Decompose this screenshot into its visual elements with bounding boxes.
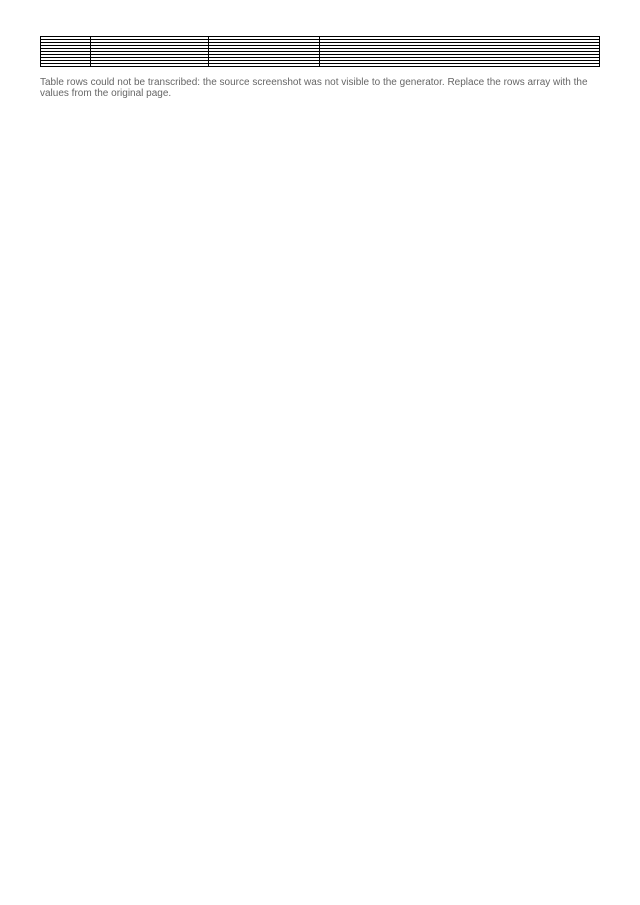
register-table-body — [41, 37, 600, 67]
register-table — [40, 36, 600, 67]
row-number-cell — [41, 64, 91, 67]
address-cell — [320, 64, 600, 67]
transcription-note: Table rows could not be transcribed: the source screenshot was not visible to the generator. Replace the rows array with the values from the original page. — [40, 77, 588, 99]
object-cell — [208, 64, 320, 67]
table-row — [41, 64, 600, 67]
cadastral-number-cell — [91, 64, 208, 67]
